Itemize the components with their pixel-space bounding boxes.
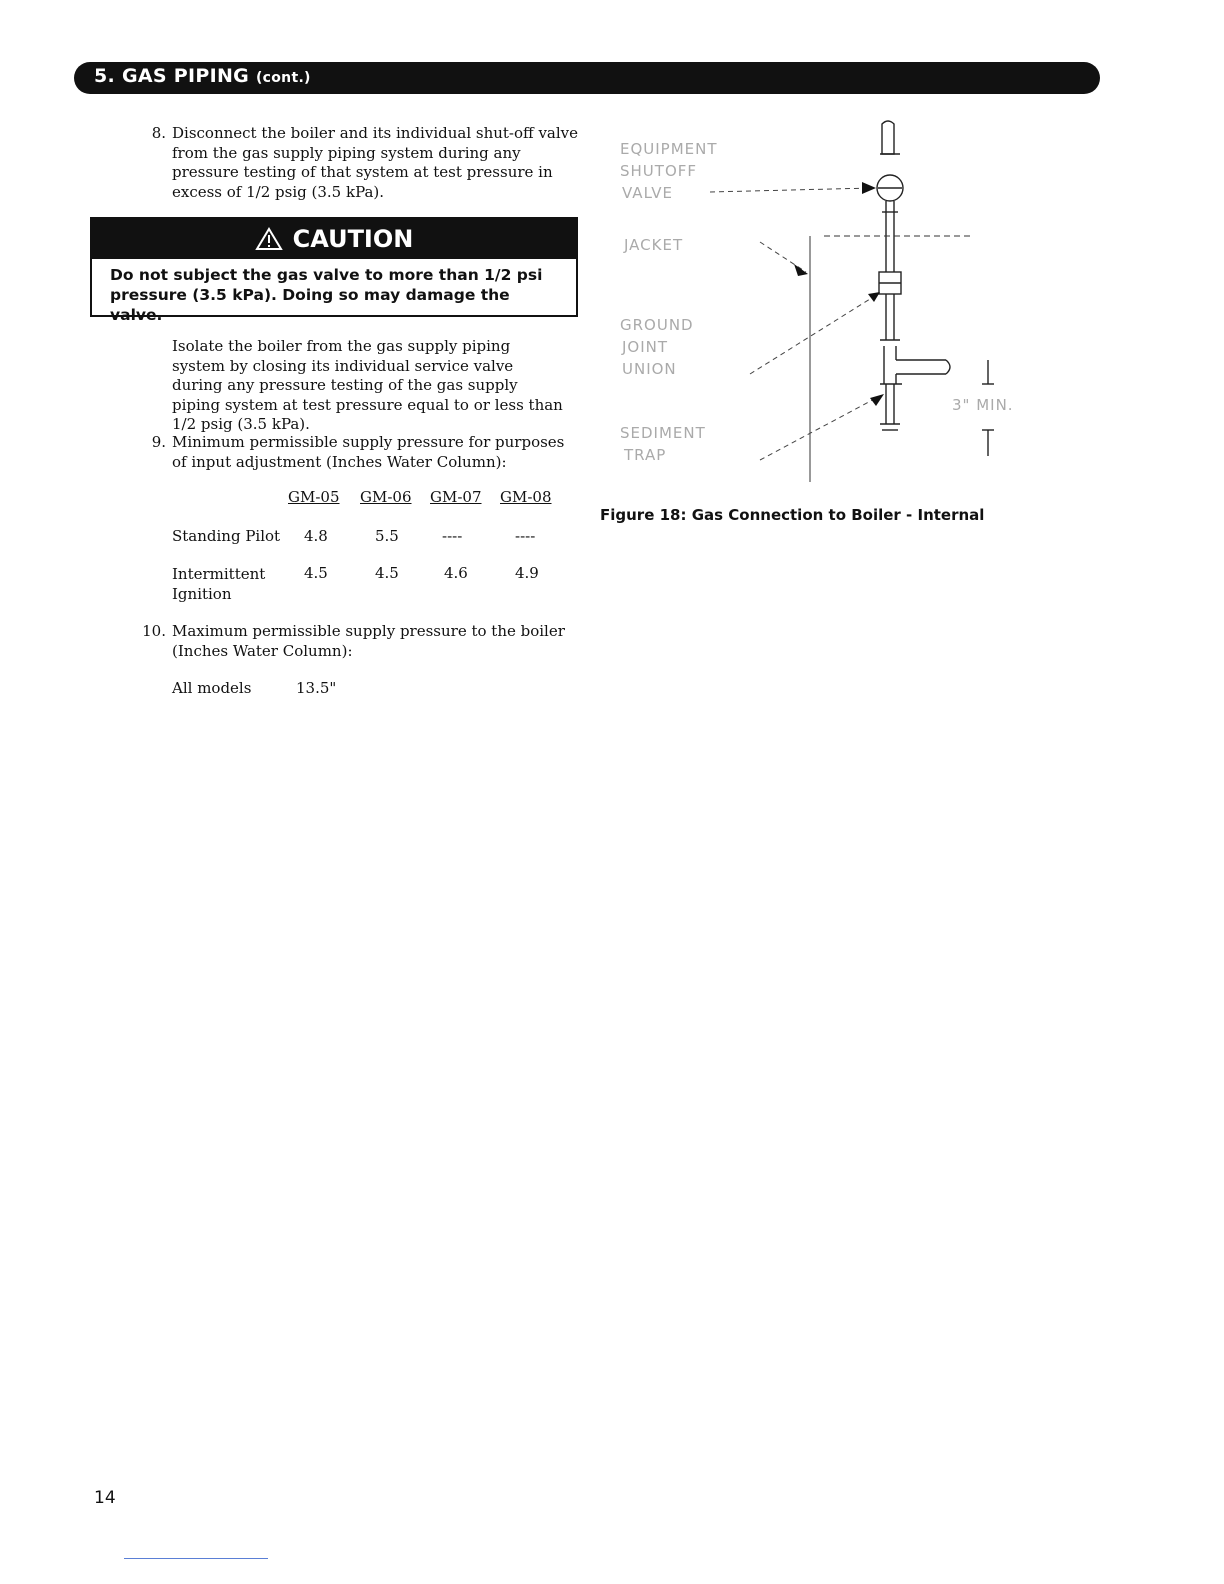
table-cell: ---- [515, 527, 536, 545]
label-sediment: SEDIMENT [620, 424, 706, 442]
label-trap: TRAP [624, 446, 667, 464]
caution-title: CAUTION [292, 225, 414, 253]
table-cell: 4.5 [375, 564, 399, 582]
label-union: UNION [622, 360, 677, 378]
max-pressure-row [172, 679, 337, 699]
row-label: Standing Pilot [172, 527, 281, 545]
list-number: 9. [151, 433, 166, 451]
table-cell: 4.9 [515, 564, 539, 582]
caution-box [90, 217, 578, 324]
section-title-cont: (cont.) [255, 70, 311, 86]
label-joint: JOINT [622, 338, 669, 356]
label-shutoff: SHUTOFF [620, 162, 698, 180]
label-3in-min: 3" MIN. [952, 396, 1014, 414]
list-text: Maximum permissible supply pressure to the boiler (Inches Water Column): [172, 622, 565, 660]
list-number: 8. [151, 124, 166, 142]
list-text: Disconnect the boiler and its individual shut-off valve from the gas supply piping system during any pressure testing of that system at test pressure in excess of 1/2 psig (3.5 kPa). [172, 124, 579, 201]
max-pressure-value: 13.5" [296, 679, 337, 697]
row-label: Intermittent Ignition [172, 565, 266, 603]
warning-triangle-icon [255, 227, 283, 251]
arrowheads [794, 182, 884, 406]
column-header: GM-07 [430, 488, 482, 506]
label-equipment: EQUIPMENT [620, 140, 718, 158]
table-cell: 4.5 [304, 564, 328, 582]
leader-lines [710, 188, 880, 460]
caution-header [92, 219, 576, 259]
list-text: Minimum permissible supply pressure for purposes of input adjustment (Inches Water Column): [172, 433, 565, 471]
list-number: 10. [142, 622, 166, 640]
section-header-bar [74, 62, 1100, 94]
table-cell: 4.8 [304, 527, 328, 545]
column-header: GM-05 [288, 488, 340, 506]
label-jacket: JACKET [624, 236, 684, 254]
label-ground: GROUND [620, 316, 694, 334]
label-valve: VALVE [622, 184, 674, 202]
column-header: GM-08 [500, 488, 552, 506]
section-title [94, 65, 311, 87]
gas-connection-diagram [610, 112, 1050, 492]
page-number: 14 [94, 1488, 116, 1508]
table-cell: 5.5 [375, 527, 399, 545]
section-title-text: 5. GAS PIPING [94, 65, 250, 87]
jacket-lines [810, 236, 970, 482]
max-pressure-label: All models [172, 679, 252, 697]
figure-caption: Figure 18: Gas Connection to Boiler - Internal [600, 506, 985, 524]
column-header: GM-06 [360, 488, 412, 506]
footer-rule [124, 1558, 268, 1559]
isolate-paragraph: Isolate the boiler from the gas supply piping system by closing its individual service valve during any pressure testing of the gas supply piping system at test pressure equal to or less than 1/2 psig (3.5 kPa). [172, 337, 563, 433]
table-cell: ---- [442, 527, 463, 545]
table-cell: 4.6 [444, 564, 468, 582]
caution-text: Do not subject the gas valve to more than 1/2 psi pressure (3.5 kPa). Doing so may damage the valve. [110, 266, 543, 324]
